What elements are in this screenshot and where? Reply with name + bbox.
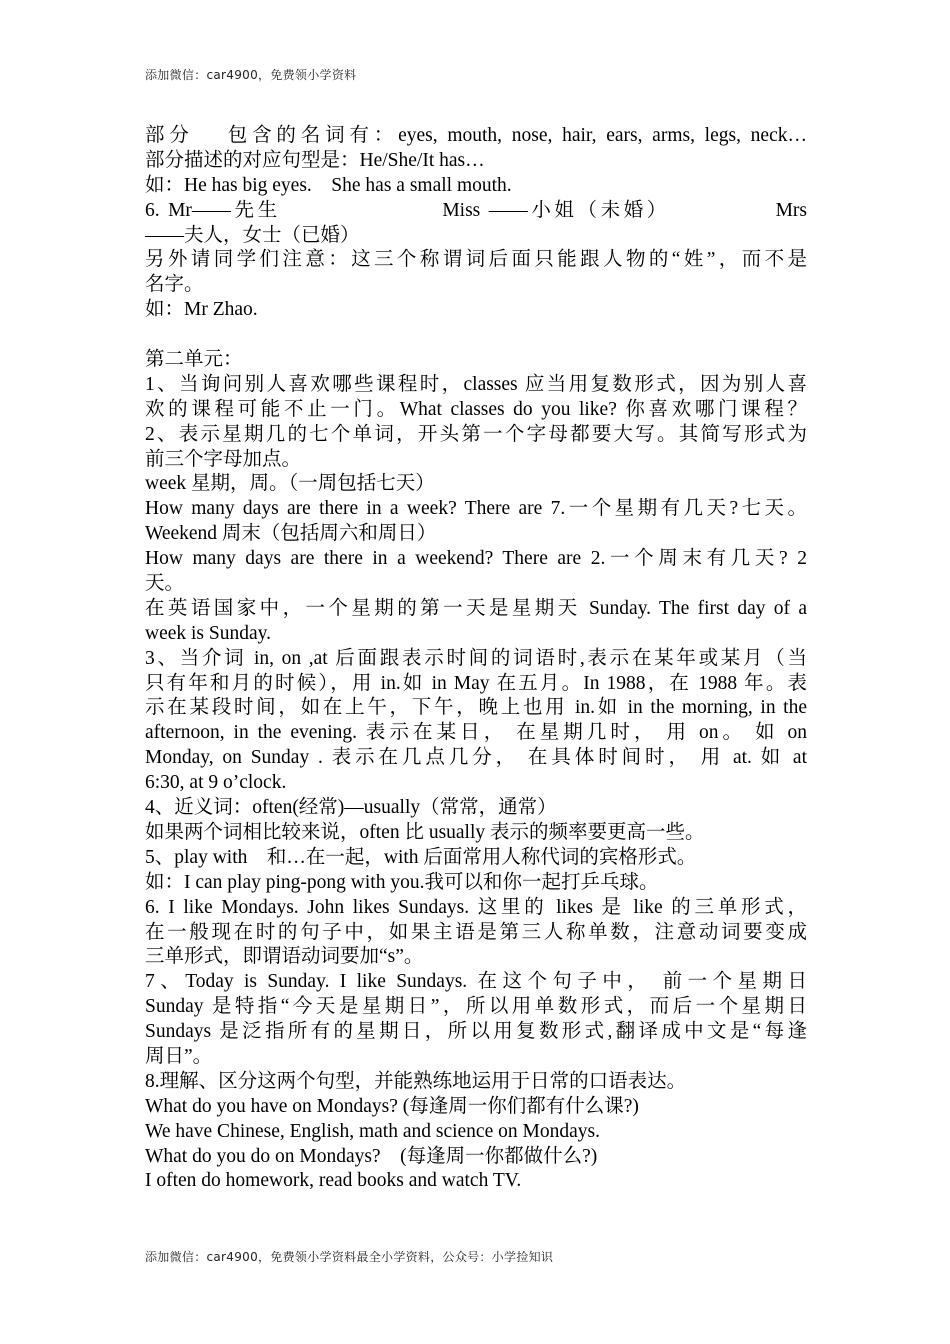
text-line: 三单形式，即谓语动词要加“s”。 bbox=[145, 946, 424, 968]
text-line: 在英语国家中，一个星期的第一天是星期天 Sunday. The first day of a bbox=[145, 597, 807, 619]
page-footer: 添加微信：car4900，免费领小学资料最全小学资料，公众号：小学捡知识 bbox=[145, 1250, 554, 1264]
text-line: week 星期，周。（一周包括七天） bbox=[145, 473, 435, 495]
text-line: 天。 bbox=[145, 573, 185, 595]
text-line: 部分描述的对应句型是：He/She/It has… bbox=[145, 149, 485, 171]
text-line: 周日”。 bbox=[145, 1045, 213, 1067]
text-line: I often do homework, read books and watch TV. bbox=[145, 1170, 522, 1192]
blank-line bbox=[145, 323, 807, 348]
text-line: 1、当询问别人喜欢哪些课程时，classes 应当用复数形式，因为别人喜 bbox=[145, 373, 807, 395]
text-line: Monday, on Sunday . 表示在几点几分， 在具体时间时， 用 at. 如 at bbox=[145, 747, 807, 769]
text-line: 8.理解、区分这两个句型，并能熟练地运用于日常的口语表达。 bbox=[145, 1070, 687, 1092]
text-line: 5、play with 和…在一起，with 后面常用人称代词的宾格形式。 bbox=[145, 846, 697, 868]
text-line: 7、Today is Sunday. I like Sundays. 在这个句子中， 前一个星期日 bbox=[145, 971, 807, 993]
text-line: 6. I like Mondays. John likes Sundays. 这里的 likes 是 like 的三单形式， bbox=[145, 896, 807, 918]
text-line: week is Sunday. bbox=[145, 622, 272, 644]
text-line: afternoon, in the evening. 表示在某日， 在星期几时， 用 on。 如 on bbox=[145, 722, 807, 744]
text-line: 如果两个词相比较来说，often 比 usually 表示的频率要更高一些。 bbox=[145, 821, 705, 843]
text-line: What do you have on Mondays? (每逢周一你们都有什么课?) bbox=[145, 1095, 639, 1117]
text-line: Sunday 是特指“今天是星期日”，所以用单数形式，而后一个星期日 bbox=[145, 996, 807, 1018]
text-line: What do you do on Mondays? (每逢周一你都做什么?) bbox=[145, 1145, 598, 1167]
text-line: 6:30, at 9 o’clock. bbox=[145, 772, 287, 794]
text-line: Sundays 是泛指所有的星期日，所以用复数形式,翻译成中文是“每逢 bbox=[145, 1021, 807, 1043]
text-line: 只有年和月的时候），用 in.如 in May 在五月。In 1988，在 1988 年。表 bbox=[145, 672, 807, 694]
text-line: How many days are there in a weekend? There are 2.一个周末有几天? 2 bbox=[145, 548, 807, 570]
text-line: ——夫人，女士（已婚） bbox=[145, 224, 360, 246]
text-line: 3、当介词 in, on ,at 后面跟表示时间的词语时,表示在某年或某月（当 bbox=[145, 647, 807, 669]
text-line: 部分 包含的名词有：eyes, mouth, nose, hair, ears, arms, legs, neck… bbox=[145, 125, 807, 146]
text-line: Weekend 周末（包括周六和周日） bbox=[145, 523, 437, 545]
section-heading: 第二单元： bbox=[145, 349, 243, 371]
text-line: How many days are there in a week? There are 7.一个星期有几天?七天。 bbox=[145, 498, 807, 520]
text-line: 前三个字母加点。 bbox=[145, 448, 302, 470]
text-line: 欢的课程可能不止一门。What classes do you like? 你喜欢哪门课程？ bbox=[145, 398, 807, 420]
text-line: 在一般现在时的句子中，如果主语是第三人称单数，注意动词要变成 bbox=[145, 921, 807, 943]
text-line: 如：He has big eyes. She has a small mouth. bbox=[145, 174, 512, 196]
text-line: 示在某段时间，如在上午，下午，晚上也用 in.如 in the morning, in the bbox=[145, 697, 807, 719]
text-line: We have Chinese, English, math and science on Mondays. bbox=[145, 1120, 600, 1142]
text-line: 如：Mr Zhao. bbox=[145, 299, 258, 321]
page-header: 添加微信：car4900，免费领小学资料 bbox=[145, 68, 357, 82]
text-line: 6. Mr——先生 Miss ——小姐（未婚） Mrs bbox=[145, 199, 807, 221]
document-body bbox=[145, 124, 807, 1194]
text-line: 如：I can play ping-pong with you.我可以和你一起打乒乓球。 bbox=[145, 871, 659, 893]
text-line: 2、表示星期几的七个单词，开头第一个字母都要大写。其简写形式为 bbox=[145, 423, 807, 445]
text-line: 另外请同学们注意：这三个称谓词后面只能跟人物的“姓”，而不是 bbox=[145, 249, 807, 271]
text-line: 名字。 bbox=[145, 274, 204, 296]
text-line: 4、近义词：often(经常)—usually（常常，通常） bbox=[145, 797, 557, 819]
